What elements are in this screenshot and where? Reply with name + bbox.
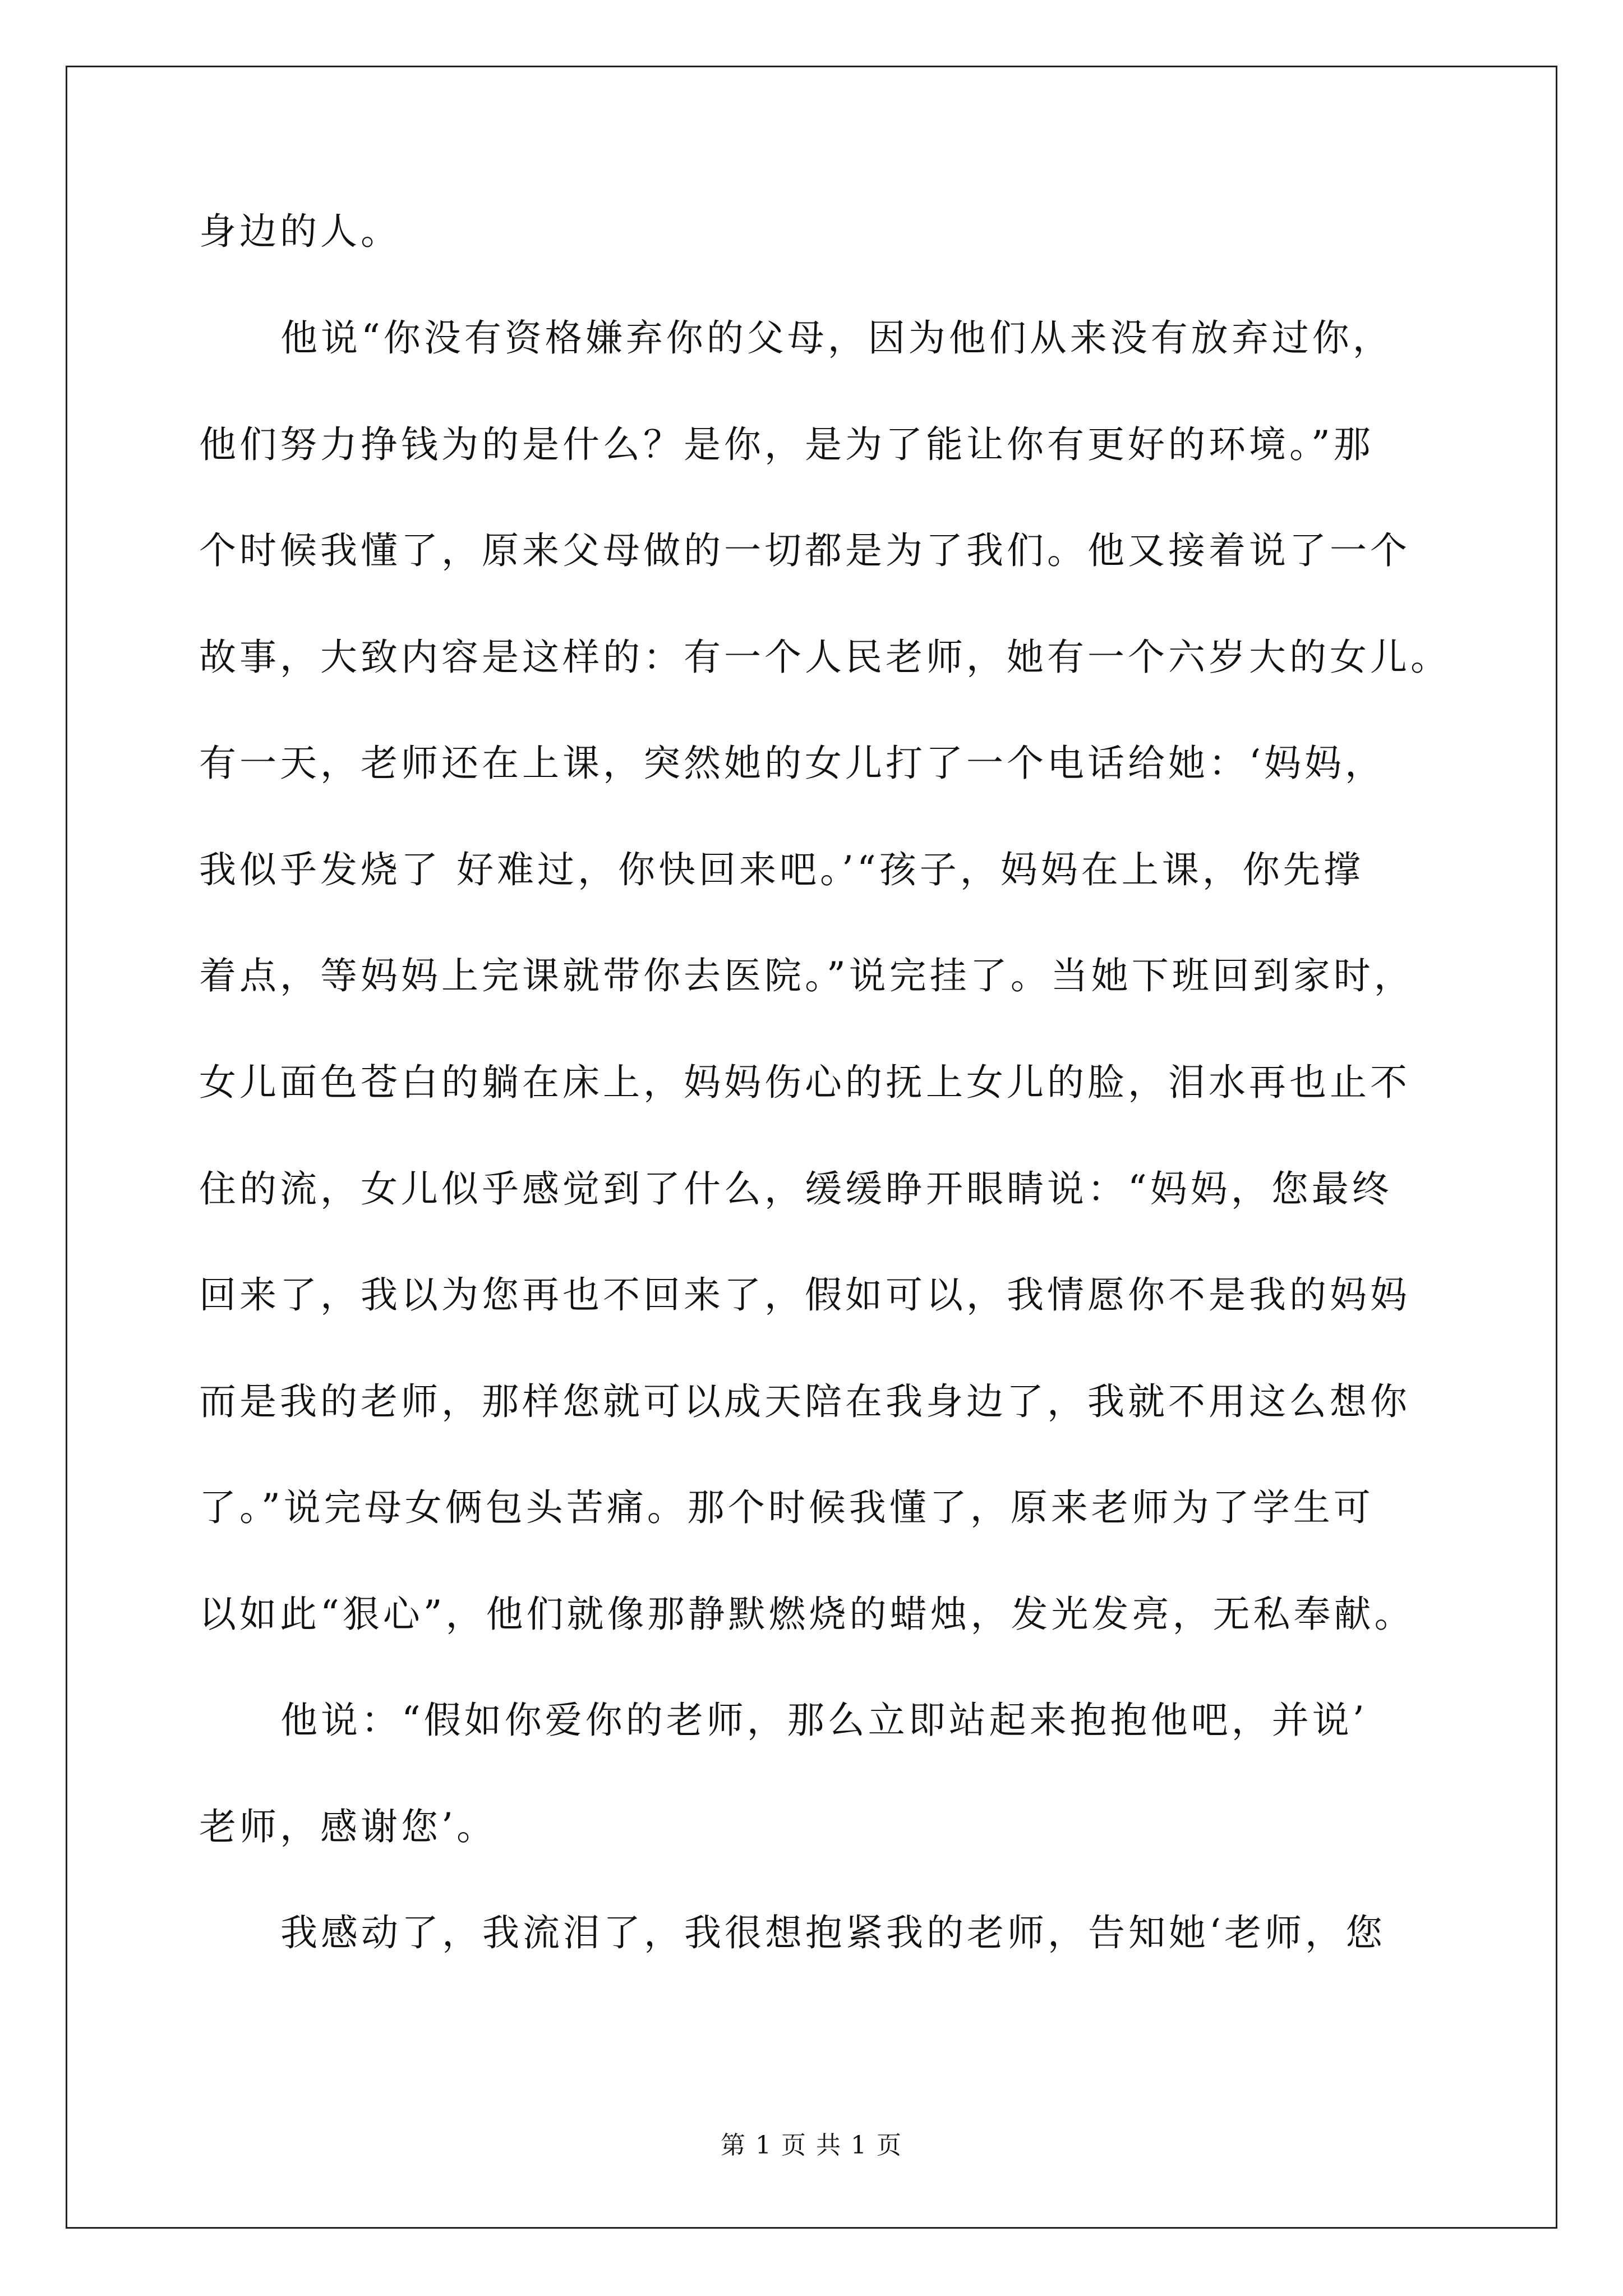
- text-line-10: 住的流，女儿似乎感觉到了什么，缓缓睁开眼睛说：“妈妈，您最终: [199, 1167, 1393, 1211]
- text-line-16: 老师，感谢您’。: [199, 1805, 497, 1848]
- text-line-17: 我感动了，我流泪了，我很想抱紧我的老师，告知她‘老师，您: [280, 1911, 1386, 1954]
- text-line-13: 了。”说完母女俩包头苦痛。那个时候我懂了，原来老师为了学生可: [199, 1486, 1374, 1529]
- page-number: 第 1 页 共 1 页: [721, 2131, 902, 2160]
- text-line-15: 他说：“假如你爱你的老师，那么立即站起来抱抱他吧，并说’: [280, 1699, 1368, 1742]
- text-line-1: 身边的人。: [199, 210, 401, 253]
- text-line-14: 以如此“狠心”，他们就像那静默燃烧的蜡烛，发光发亮，无私奉献。: [199, 1593, 1415, 1636]
- page-frame: [66, 66, 1557, 2229]
- text-line-11: 回来了，我以为您再也不回来了，假如可以，我情愿你不是我的妈妈: [199, 1273, 1410, 1317]
- text-line-7: 我似乎发烧了 好难过，你快回来吧。’“孩子，妈妈在上课，你先撑: [199, 848, 1364, 891]
- text-line-3: 他们努力挣钱为的是什么？是你，是为了能让你有更好的环境。”那: [199, 423, 1374, 466]
- text-line-6: 有一天，老师还在上课，突然她的女儿打了一个电话给她：‘妈妈，: [199, 742, 1385, 785]
- text-line-12: 而是我的老师，那样您就可以成天陪在我身边了，我就不用这么想你: [199, 1380, 1410, 1423]
- text-line-9: 女儿面色苍白的躺在床上，妈妈伤心的抚上女儿的脸，泪水再也止不: [199, 1061, 1410, 1104]
- text-line-5: 故事，大致内容是这样的：有一个人民老师，她有一个六岁大的女儿。: [199, 636, 1451, 679]
- text-line-4: 个时候我懂了，原来父母做的一切都是为了我们。他又接着说了一个: [199, 529, 1410, 572]
- text-line-2: 他说“你没有资格嫌弃你的父母，因为他们从来没有放弃过你，: [280, 316, 1393, 360]
- text-line-8: 着点，等妈妈上完课就带你去医院。”说完挂了。当她下班回到家时，: [199, 954, 1414, 997]
